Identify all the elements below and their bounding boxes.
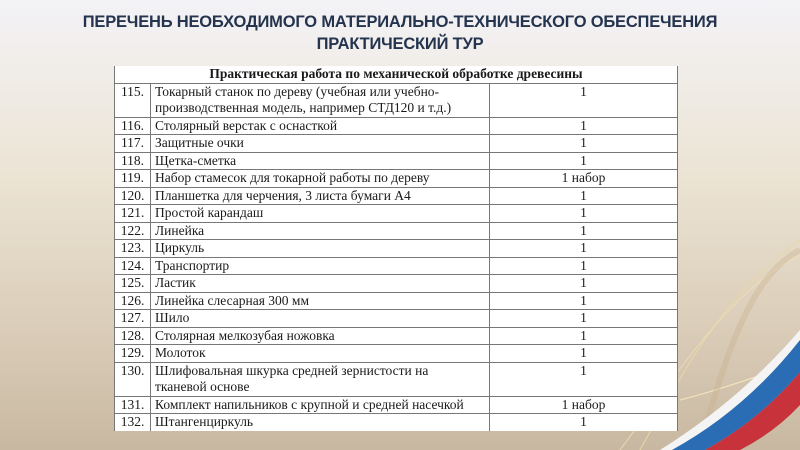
item-quantity: 1 <box>490 345 678 363</box>
item-quantity: 1 <box>490 275 678 293</box>
equipment-table-container <box>114 66 677 431</box>
item-quantity: 1 <box>490 362 678 396</box>
row-number: 132. <box>115 414 151 431</box>
item-quantity: 1 <box>490 135 678 153</box>
item-name <box>151 362 490 396</box>
row-number: 128. <box>115 327 151 345</box>
row-number: 117. <box>115 135 151 153</box>
item-name: Транспортир <box>151 257 490 275</box>
item-quantity: 1 <box>490 292 678 310</box>
row-number: 119. <box>115 170 151 188</box>
item-name: Молоток <box>151 345 490 363</box>
item-name: Защитные очки <box>151 135 490 153</box>
item-name: Линейка слесарная 300 мм <box>151 292 490 310</box>
item-name: Штангенциркуль <box>151 414 490 431</box>
item-name: Планшетка для черчения, 3 листа бумаги А4 <box>151 187 490 205</box>
table-row <box>115 152 678 170</box>
item-name-line1: Токарный станок по дереву (учебная или учебно- <box>155 83 440 99</box>
item-quantity: 1 <box>490 117 678 135</box>
item-quantity: 1 <box>490 152 678 170</box>
slide-title-line1: ПЕРЕЧЕНЬ НЕОБХОДИМОГО МАТЕРИАЛЬНО-ТЕХНИЧЕСКОГО ОБЕСПЕЧЕНИЯ <box>82 13 718 31</box>
item-name: Простой карандаш <box>151 205 490 223</box>
table-row <box>115 292 678 310</box>
item-quantity: 1 <box>490 205 678 223</box>
item-quantity: 1 набор <box>490 170 678 188</box>
table-row <box>115 396 678 414</box>
item-name: Циркуль <box>151 240 490 258</box>
item-quantity: 1 <box>490 240 678 258</box>
row-number: 130. <box>115 362 151 396</box>
table-row <box>115 362 678 396</box>
row-number: 127. <box>115 310 151 328</box>
item-name <box>151 83 490 117</box>
table-section-header-row <box>115 66 678 83</box>
item-quantity: 1 <box>490 414 678 431</box>
table-row <box>115 205 678 223</box>
row-number: 115. <box>115 83 151 117</box>
row-number: 121. <box>115 205 151 223</box>
row-number: 129. <box>115 345 151 363</box>
item-name: Столярный верстак с оснасткой <box>151 117 490 135</box>
item-quantity: 1 <box>490 257 678 275</box>
table-row <box>115 135 678 153</box>
table-row <box>115 327 678 345</box>
row-number: 123. <box>115 240 151 258</box>
row-number: 126. <box>115 292 151 310</box>
table-row <box>115 170 678 188</box>
row-number: 118. <box>115 152 151 170</box>
row-number: 131. <box>115 396 151 414</box>
item-quantity: 1 набор <box>490 396 678 414</box>
item-name: Щетка-сметка <box>151 152 490 170</box>
item-name-line1: Шлифовальная шкурка средней зернистости на <box>155 362 429 378</box>
item-name-line2: производственная модель, например СТД120 и т.д.) <box>155 100 452 115</box>
row-number: 122. <box>115 222 151 240</box>
section-header: Практическая работа по механической обработке древесины <box>115 66 678 83</box>
table-row <box>115 414 678 431</box>
item-name: Ластик <box>151 275 490 293</box>
table-row <box>115 345 678 363</box>
equipment-table <box>114 66 678 431</box>
item-name: Набор стамесок для токарной работы по дереву <box>151 170 490 188</box>
item-quantity: 1 <box>490 187 678 205</box>
item-name: Столярная мелкозубая ножовка <box>151 327 490 345</box>
item-quantity: 1 <box>490 310 678 328</box>
slide-title-line2: ПРАКТИЧЕСКИЙ ТУР <box>316 35 484 53</box>
row-number: 116. <box>115 117 151 135</box>
table-row <box>115 275 678 293</box>
item-quantity: 1 <box>490 83 678 117</box>
table-row <box>115 187 678 205</box>
row-number: 125. <box>115 275 151 293</box>
item-quantity: 1 <box>490 222 678 240</box>
item-quantity: 1 <box>490 327 678 345</box>
table-row <box>115 310 678 328</box>
table-row <box>115 83 678 117</box>
item-name-line2: тканевой основе <box>155 379 250 394</box>
table-row <box>115 222 678 240</box>
item-name: Линейка <box>151 222 490 240</box>
slide-title <box>0 11 800 55</box>
row-number: 120. <box>115 187 151 205</box>
row-number: 124. <box>115 257 151 275</box>
item-name: Шило <box>151 310 490 328</box>
table-row <box>115 117 678 135</box>
table-row <box>115 257 678 275</box>
item-name: Комплект напильников с крупной и средней насечкой <box>151 396 490 414</box>
table-row <box>115 240 678 258</box>
